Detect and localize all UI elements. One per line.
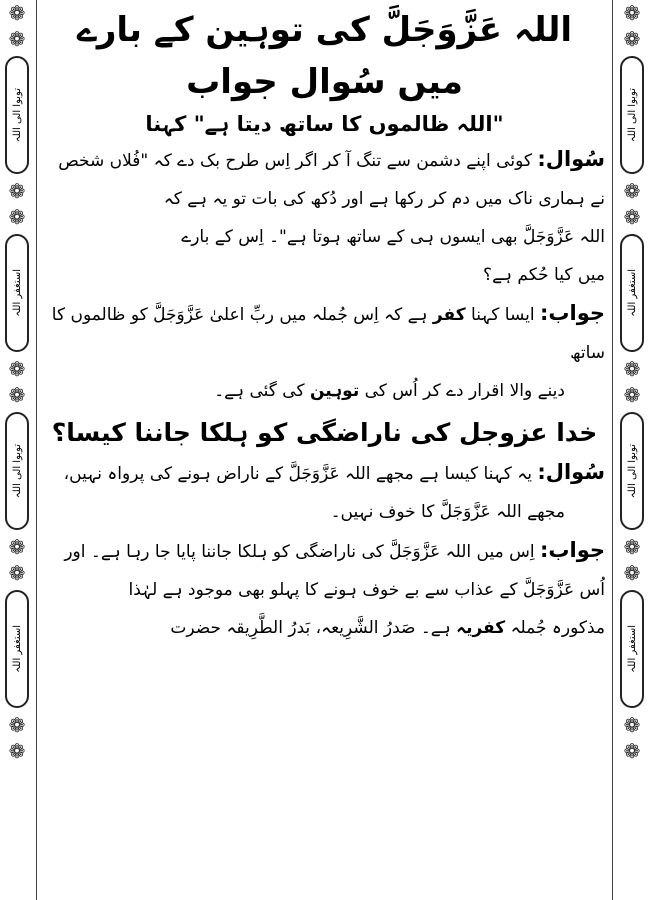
border-oval: استغفر اللہ [5, 234, 29, 352]
border-oval: توبوا الی اللہ [620, 412, 644, 530]
flower-icon: ❁ [8, 205, 26, 229]
answer-label: جواب: [540, 301, 605, 325]
flower-icon: ❁ [8, 535, 26, 559]
question-label: سُوال: [537, 460, 605, 484]
left-border [2, 0, 32, 900]
answer-2 [44, 531, 605, 647]
flower-icon: ❁ [623, 535, 641, 559]
question-text: کوئی اپنے دشمن سے تنگ آ کر اگر اِس طرح بک دے کہ "فُلاں شخص [58, 151, 532, 171]
flower-icon: ❁ [8, 561, 26, 585]
flower-icon: ❁ [623, 27, 641, 51]
border-oval: استغفر اللہ [620, 234, 644, 352]
flower-icon: ❁ [623, 357, 641, 381]
answer-text: ہے کہ اِس جُملہ میں ربِّ اعلیٰ عَزَّوَجَلَّ کو ظالموں کا ساتھ [51, 305, 605, 363]
flower-icon: ❁ [623, 383, 641, 407]
question-text: اللہ عَزَّوَجَلَّ بھی ایسوں ہی کے ساتھ ہوتا ہے"۔ اِس کے بارے [181, 227, 605, 247]
flower-icon: ❁ [623, 739, 641, 763]
answer-emphasis: توہین [309, 381, 360, 401]
right-border [617, 0, 647, 900]
page-title-line1: اللہ عَزَّوَجَلَّ کی توہین کے بارے [76, 10, 573, 50]
border-oval: استغفر اللہ [620, 590, 644, 708]
page-content [44, 0, 605, 900]
question-2 [44, 453, 605, 531]
border-oval: توبوا الی اللہ [5, 56, 29, 174]
section-title: خدا عزوجل کی ناراضگی کو ہلکا جاننا کیسا؟ [51, 418, 598, 447]
flower-icon: ❁ [8, 1, 26, 25]
question-text: نے ہماری ناک میں دم کر رکھا ہے اور دُکھ کی بات تو یہ ہے کہ [163, 189, 605, 209]
answer-text: اِس میں اللہ عَزَّوَجَلَّ کی ناراضگی کو ہلکا جاننا پایا جا رہا ہے۔ اور [64, 542, 535, 562]
answer-emphasis: کفریہ [456, 618, 506, 638]
flower-icon: ❁ [8, 739, 26, 763]
question-text: یہ کہنا کیسا ہے مجھے اللہ عَزَّوَجَلَّ کے ناراض ہونے کی پرواہ نہیں، [63, 464, 532, 484]
flower-icon: ❁ [623, 713, 641, 737]
answer-text: مذکورہ جُملہ [510, 618, 605, 638]
flower-icon: ❁ [8, 357, 26, 381]
right-rule [612, 0, 613, 900]
answer-text: دینے والا اقرار دے کر اُس کی [364, 381, 565, 401]
flower-icon: ❁ [623, 1, 641, 25]
flower-icon: ❁ [8, 383, 26, 407]
border-oval: استغفر اللہ [5, 590, 29, 708]
answer-label: جواب: [540, 538, 605, 562]
left-rule [36, 0, 37, 900]
answer-1 [44, 294, 605, 410]
border-oval: توبوا الی اللہ [5, 412, 29, 530]
answer-text: کی گئی ہے۔ [214, 381, 305, 401]
answer-text: ایسا کہنا [471, 305, 535, 325]
question-1 [44, 140, 605, 294]
answer-text: ہے۔ صَدرُ الشَّرِیعہ، بَدرُ الطَّرِیقہ حضرت [170, 618, 451, 638]
question-text: مجھے اللہ عَزَّوَجَلَّ کا خوف نہیں۔ [330, 502, 565, 522]
flower-icon: ❁ [623, 561, 641, 585]
answer-text: اُس عَزَّوَجَلَّ کے عذاب سے بے خوف ہونے کا پہلو بھی موجود ہے لہٰذا [128, 580, 605, 600]
flower-icon: ❁ [623, 205, 641, 229]
question-text: میں کیا حُکم ہے؟ [483, 265, 605, 285]
flower-icon: ❁ [8, 713, 26, 737]
subtitle: "اللہ ظالموں کا ساتھ دیتا ہے" کہنا [145, 112, 504, 136]
question-label: سُوال: [537, 147, 605, 171]
border-oval: توبوا الی اللہ [620, 56, 644, 174]
flower-icon: ❁ [8, 27, 26, 51]
flower-icon: ❁ [623, 179, 641, 203]
answer-emphasis: کفر [432, 305, 466, 325]
page-title-line2: میں سُوال جواب [186, 62, 463, 102]
flower-icon: ❁ [8, 179, 26, 203]
